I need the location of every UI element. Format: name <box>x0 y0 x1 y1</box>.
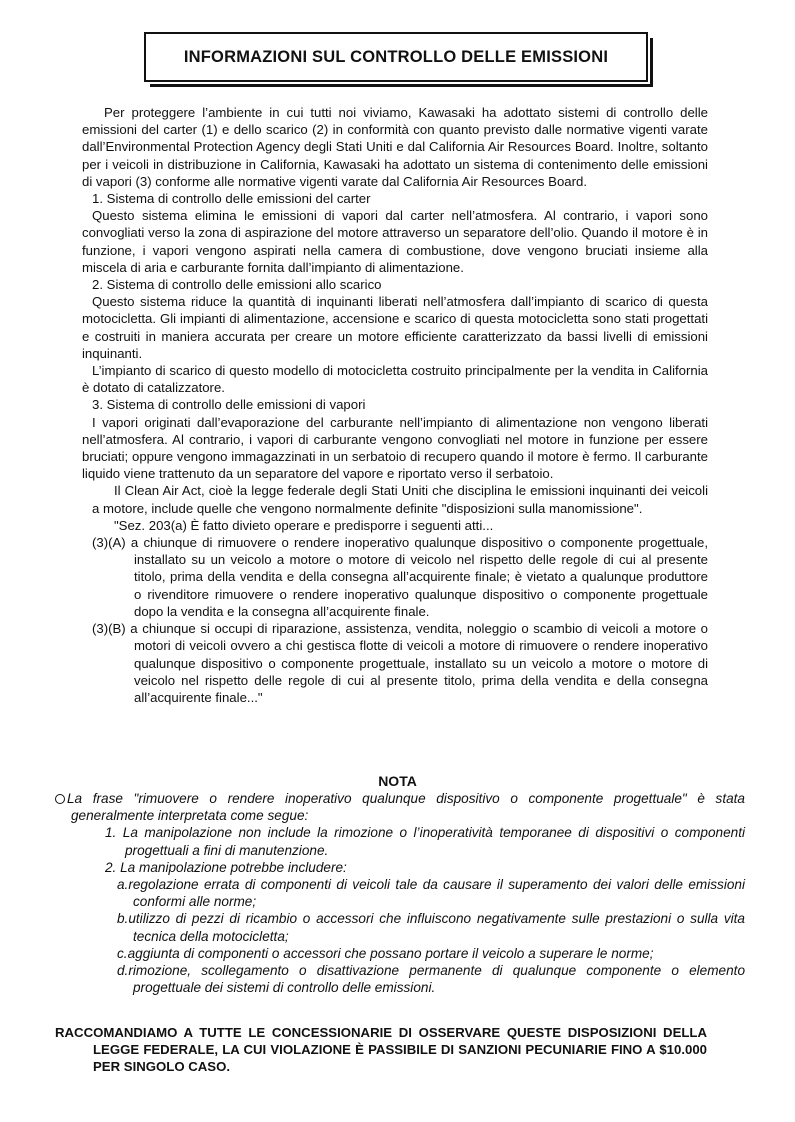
nota-block <box>55 790 745 996</box>
section-2-paragraph: L’impianto di scarico di questo modello di motocicletta costruito principalmente per la vendita in California è dotato di catalizzatore. <box>82 363 708 396</box>
sez-intro: "Sez. 203(a) È fatto divieto operare e predisporre i seguenti atti... <box>114 517 494 533</box>
section-3-paragraph: I vapori originati dall’evaporazione del carburante nell’impianto di alimentazione non vengono liberati nell’atmosfera. Al contrario, i vapori di carburante vengono convogliati nel motore in funzione per essere bruciati; oppure vengono immagazzinati in un serbatoio di recupero quando il motore è fermo. Il carburante liquido viene trattenuto da un separatore del vapore e riportato verso il serbatoio. <box>82 414 708 482</box>
nota-lead: La frase "rimuovere o rendere inoperativo qualunque dispositivo o componente progettuale" è stata generalmente interpretata come segue: <box>67 791 745 824</box>
final-notice: RACCOMANDIAMO A TUTTE LE CONCESSIONARIE DI OSSERVARE QUESTE DISPOSIZIONI DELLA LEGGE FEDERALE, LA CUI VIOLAZIONE È PASSIBILE DI SANZIONI PECUNIARIE FINO A $10.000 PER SINGOLO CASO. <box>55 1025 707 1075</box>
section-1-heading: 1. Sistema di controllo delle emissioni del carter <box>92 191 371 207</box>
clause-3b: (3)(B) a chiunque si occupi di riparazione, assistenza, vendita, noleggio o scambio di veicoli a motore o motori di veicoli ovvero a chi gestisca flotte di veicoli a motore di rimuovere o rendere inoperativo qualunque dispositivo o componente progettuale, installato su un veicolo a motore o motore di veicolo nel rispetto delle regole di cui al presente titolo, prima della vendita e della consegna all’acquirente finale..." <box>92 621 708 705</box>
section-1-paragraph: Questo sistema elimina le emissioni di vapori dal carter nell’atmosfera. Al contrario, i vapori sono convogliati verso la zona di aspirazione del motore attraverso un separatore dell’olio. Quando il motore è in funzione, i vapori vengono aspirati nella camera di combustione, dove vengono bruciati insieme alla miscela di aria e carburante fornita dall’impianto di alimentazione. <box>82 208 708 275</box>
final-notice-block <box>55 1024 707 1076</box>
nota-subitem-d: d.rimozione, scollegamento o disattivazione permanente di qualunque componente o elemento progettuale dei sistemi di controllo delle emissioni. <box>117 963 745 996</box>
section-2-heading: 2. Sistema di controllo delle emissioni allo scarico <box>92 277 382 293</box>
nota-subitem-b: b.utilizzo di pezzi di ricambio o accessori che influiscono negativamente sulle prestazioni o sulla vita tecnica della motocicletta; <box>117 911 745 944</box>
nota-item-2: 2. La manipolazione potrebbe includere: <box>105 859 347 875</box>
nota-heading: NOTA <box>378 773 417 789</box>
nota-item-1: 1. La manipolazione non include la rimozione o l’inoperatività temporanee di dispositivi o componenti progettuali a fini di manutenzione. <box>105 825 745 858</box>
nota-lead-paragraph <box>55 790 745 824</box>
page-title: INFORMAZIONI SUL CONTROLLO DELLE EMISSIONI <box>183 47 609 66</box>
nota-subitem-a: a.regolazione errata di componenti di veicoli tale da causare il superamento dei valori delle emissioni conformi alle norme; <box>117 877 745 910</box>
circle-bullet-icon <box>55 794 65 804</box>
nota-subitem-c: c.aggiunta di componenti o accessori che possano portare il veicolo a superare le norme; <box>117 945 654 961</box>
section-3-heading: 3. Sistema di controllo delle emissioni di vapori <box>92 397 366 413</box>
clean-air-act-paragraph: Il Clean Air Act, cioè la legge federale degli Stati Uniti che disciplina le emissioni inquinanti dei veicoli a motore, include quelle che vengono normalmente definite "disposizioni sulla manomissione". <box>92 483 708 516</box>
document-body <box>82 104 708 706</box>
section-2-paragraph: Questo sistema riduce la quantità di inquinanti liberati nell’atmosfera dall’impianto di scarico di questa motocicletta. Gli impianti di alimentazione, accensione e scarico di questa motocicletta sono stati progettati e costruiti in maniera accurata per creare un motore efficiente caratterizzato da bassi livelli di emissioni inquinanti. <box>82 294 708 361</box>
intro-paragraph: Per proteggere l’ambiente in cui tutti noi viviamo, Kawasaki ha adottato sistemi di controllo delle emissioni del carter (1) e dello scarico (2) in conformità con quanto previsto dalle normative vigenti varate dall’Environmental Protection Agency degli Stati Uniti e dal California Air Resources Board. Inoltre, soltanto per i veicoli in distribuzione in California, Kawasaki ha adottato un sistema di contenimento delle emissioni di vapori (3) conforme alle normative vigenti varate dal California Air Resources Board. <box>82 105 708 189</box>
clause-3a: (3)(A) a chiunque di rimuovere o rendere inoperativo qualunque dispositivo o componente progettuale, installato su un veicolo a motore o motore di veicolo nel rispetto delle regole di cui al presente titolo, prima della vendita e della consegna all’acquirente finale; è vietato a qualunque produttore o rivenditore rimuovere o rendere inoperativo qualunque dispositivo o componente progettuale dopo la vendita e la consegna all’acquirente finale. <box>92 535 708 619</box>
title-box <box>144 32 648 82</box>
